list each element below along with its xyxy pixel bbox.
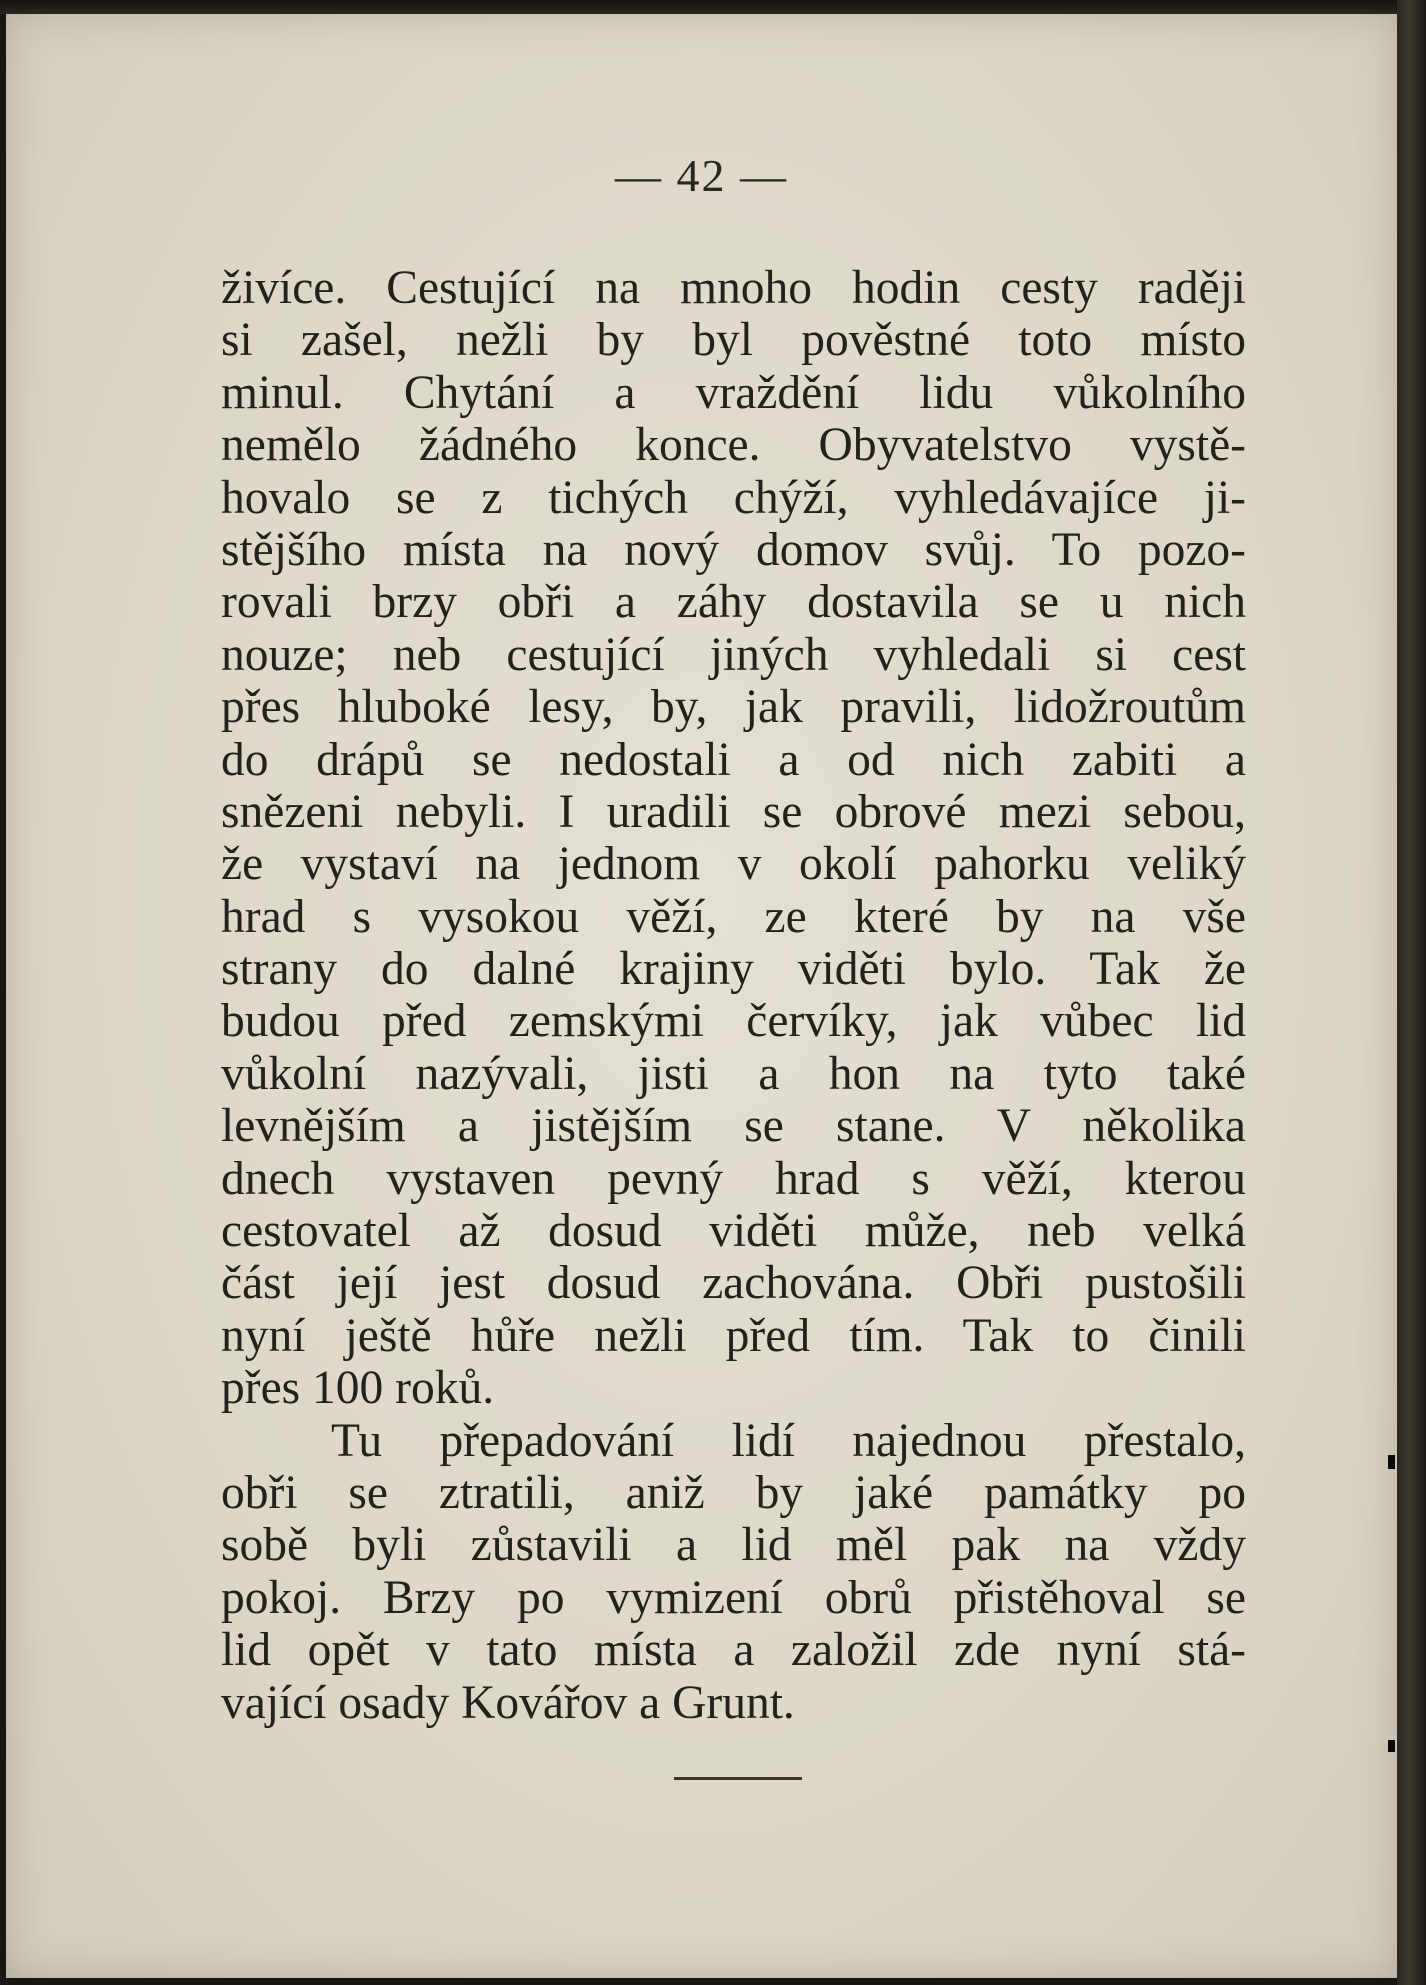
text-line: lid opět v tato místa a založil zde nyní stá- bbox=[221, 1624, 1246, 1677]
page-top-edge bbox=[0, 0, 1426, 14]
binding-mark bbox=[1388, 1740, 1395, 1752]
text-line: část její jest dosud zachována. Obři pustošili bbox=[221, 1257, 1246, 1310]
text-line: minul. Chytání a vraždění lidu vůkolního bbox=[221, 366, 1246, 419]
text-line: Tu přepadování lidí najednou přestalo, bbox=[331, 1414, 1246, 1467]
text-line: hovalo se z tichých chýží, vyhledávajíce ji- bbox=[221, 471, 1246, 524]
text-line: dnech vystaven pevný hrad s věží, kterou bbox=[221, 1152, 1246, 1205]
book-page bbox=[6, 14, 1397, 1978]
text-line: nyní ještě hůře nežli před tím. Tak to činili bbox=[221, 1309, 1246, 1362]
text-line: si zašel, nežli by byl pověstné toto místo bbox=[221, 314, 1246, 367]
text-line: že vystaví na jednom v okolí pahorku veliký bbox=[221, 838, 1246, 891]
text-line: hrad s vysokou věží, ze které by na vše bbox=[221, 890, 1246, 943]
text-line: sobě byli zůstavili a lid měl pak na vždy bbox=[221, 1519, 1246, 1572]
text-line: stějšího místa na nový domov svůj. To pozo- bbox=[221, 523, 1246, 576]
text-line: cestovatel až dosud viděti může, neb velká bbox=[221, 1205, 1246, 1258]
text-line: vůkolní nazývali, jisti a hon na tyto také bbox=[221, 1047, 1246, 1100]
book-spine-edge bbox=[1397, 0, 1426, 1985]
binding-mark bbox=[1388, 1455, 1395, 1469]
section-end-rule bbox=[674, 1777, 802, 1780]
page-number: — 42 — bbox=[615, 150, 788, 201]
text-line: pokoj. Brzy po vymizení obrů přistěhoval se bbox=[221, 1571, 1246, 1624]
text-line: snězeni nebyli. I uradili se obrové mezi sebou, bbox=[221, 785, 1246, 838]
text-line: živíce. Cestující na mnoho hodin cesty raději bbox=[221, 262, 1246, 314]
text-line: obři se ztratili, aniž by jaké památky po bbox=[221, 1466, 1246, 1519]
body-text bbox=[221, 262, 1246, 1729]
text-line: vající osady Kovářov a Grunt. bbox=[221, 1676, 795, 1729]
text-line: nemělo žádného konce. Obyvatelstvo vystě- bbox=[221, 419, 1246, 472]
text-line: do drápů se nedostali a od nich zabiti a bbox=[221, 733, 1246, 786]
text-line: levnějším a jistějším se stane. V několika bbox=[221, 1100, 1246, 1153]
text-line: strany do dalné krajiny viděti bylo. Tak že bbox=[221, 943, 1246, 996]
text-line: přes hluboké lesy, by, jak pravili, lidožroutům bbox=[221, 681, 1246, 734]
text-line: rovali brzy obři a záhy dostavila se u nich bbox=[221, 576, 1246, 629]
text-line: budou před zemskými červíky, jak vůbec lid bbox=[221, 995, 1246, 1048]
text-line: přes 100 roků. bbox=[221, 1362, 495, 1415]
text-line: nouze; neb cestující jiných vyhledali si cest bbox=[221, 628, 1246, 681]
